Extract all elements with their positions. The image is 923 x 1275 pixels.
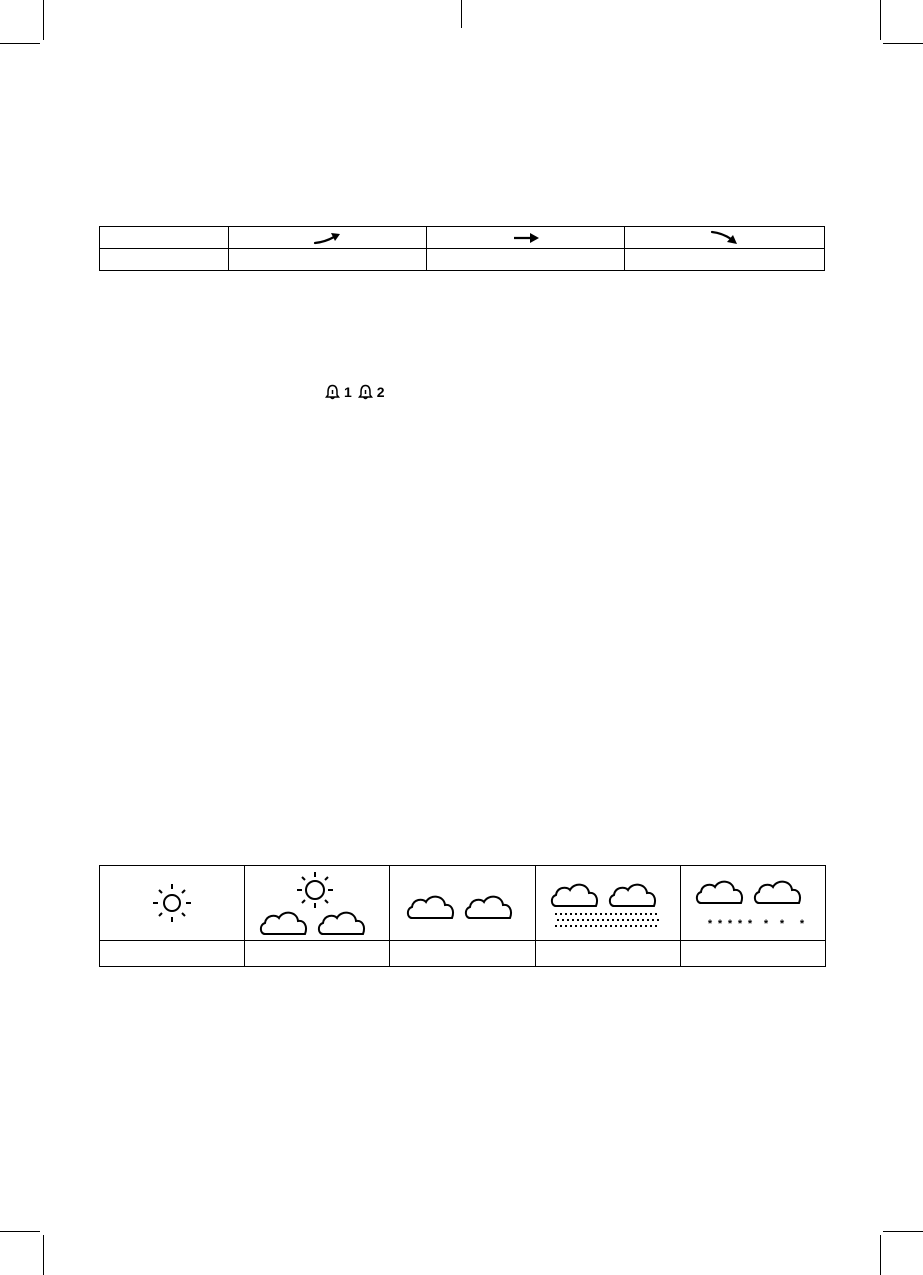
svg-text:*: *	[747, 918, 753, 930]
alarm-1-number: 1	[344, 384, 352, 400]
weather-label	[681, 941, 826, 967]
alarm-bell-icon	[358, 384, 373, 400]
snowy-icon	[694, 873, 812, 933]
svg-text:*: *	[727, 918, 733, 930]
alarm-bell-icon	[325, 384, 340, 400]
crop-mark	[461, 0, 462, 28]
sunny-icon	[150, 881, 194, 925]
trend-label	[100, 249, 229, 271]
weather-forecast-table	[99, 865, 826, 967]
svg-text:*: *	[799, 918, 805, 930]
weather-label	[100, 941, 245, 967]
weather-icon-cell	[681, 866, 826, 941]
weather-label	[245, 941, 390, 967]
trend-table-cell	[229, 227, 427, 249]
alarm-2-number: 2	[376, 384, 385, 400]
alarm-indicators	[325, 384, 385, 400]
rainy-icon	[549, 876, 667, 930]
weather-label	[536, 941, 681, 967]
crop-mark	[883, 1231, 923, 1232]
trend-table-cell	[427, 227, 625, 249]
arrow-steady-icon	[511, 231, 541, 245]
arrow-rising-icon	[313, 231, 343, 245]
trend-table	[99, 226, 825, 271]
trend-label	[427, 249, 625, 271]
crop-mark	[0, 1231, 40, 1232]
arrow-falling-icon	[710, 230, 740, 246]
crop-mark	[43, 1235, 44, 1275]
partly-cloudy-icon	[257, 870, 377, 936]
trend-label	[625, 249, 825, 271]
trend-table-cell	[100, 227, 229, 249]
crop-mark	[880, 0, 881, 40]
weather-label	[390, 941, 536, 967]
weather-icon-cell	[390, 866, 536, 941]
cloudy-icon	[405, 886, 521, 920]
svg-text:*: *	[779, 918, 785, 930]
crop-mark	[43, 0, 44, 40]
svg-text:*: *	[717, 918, 723, 930]
weather-icon-cell	[245, 866, 390, 941]
crop-mark	[883, 43, 923, 44]
crop-mark	[880, 1235, 881, 1275]
weather-icon-cell	[536, 866, 681, 941]
svg-text:*: *	[737, 918, 743, 930]
trend-table-cell	[625, 227, 825, 249]
trend-label	[229, 249, 427, 271]
svg-text:*: *	[707, 918, 713, 930]
weather-icon-cell	[100, 866, 245, 941]
svg-text:*: *	[763, 918, 769, 930]
crop-mark	[0, 43, 40, 44]
